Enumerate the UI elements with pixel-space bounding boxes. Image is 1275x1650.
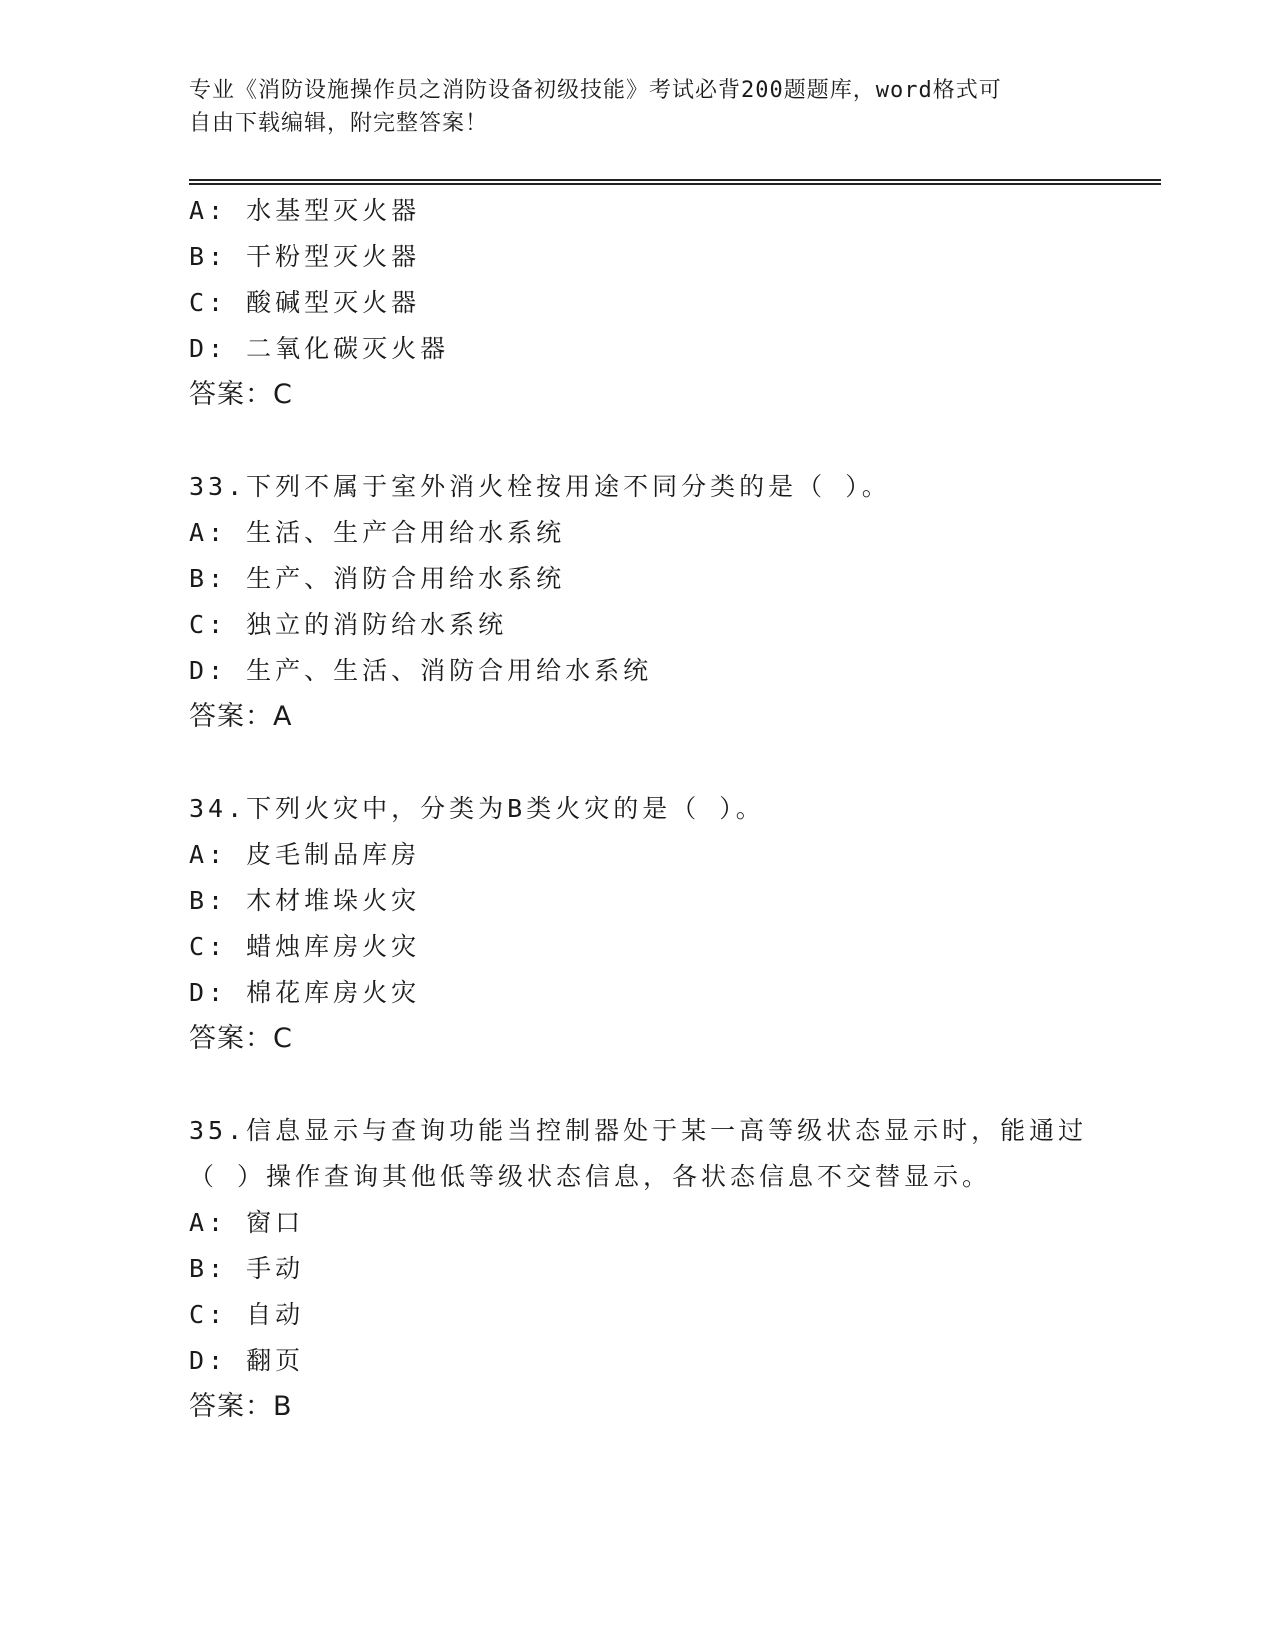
option-a: A: 皮毛制品库房 xyxy=(189,840,421,869)
option-a: A: 生活、生产合用给水系统 xyxy=(189,518,566,547)
question-list xyxy=(189,188,1089,1430)
header-line-2: 自由下载编辑，附完整答案！ xyxy=(189,111,489,136)
option-d: D: 生产、生活、消防合用给水系统 xyxy=(189,656,653,685)
question-34 xyxy=(189,786,1089,1062)
document-header xyxy=(189,74,1069,140)
question-35 xyxy=(189,1108,1089,1430)
question-stem-line-2: （ ）操作查询其他低等级状态信息，各状态信息不交替显示。 xyxy=(189,1162,992,1191)
option-c: C: 蜡烛库房火灾 xyxy=(189,932,421,961)
option-c: C: 酸碱型灭火器 xyxy=(189,288,421,317)
spacer xyxy=(189,740,1089,786)
option-d: D: 翻页 xyxy=(189,1346,305,1375)
header-divider-bottom xyxy=(189,183,1161,185)
question-32 xyxy=(189,188,1089,418)
spacer xyxy=(189,418,1089,464)
option-b: B: 木材堆垛火灾 xyxy=(189,886,421,915)
option-b: B: 干粉型灭火器 xyxy=(189,242,421,271)
spacer xyxy=(189,1062,1089,1108)
option-c: C: 自动 xyxy=(189,1300,305,1329)
question-stem-line-1: 35.信息显示与查询功能当控制器处于某一高等级状态显示时，能通过 xyxy=(189,1116,1088,1145)
option-a: A: 水基型灭火器 xyxy=(189,196,421,225)
option-c: C: 独立的消防给水系统 xyxy=(189,610,508,639)
question-stem: 34.下列火灾中，分类为B类火灾的是（ ）。 xyxy=(189,794,765,823)
option-b: B: 手动 xyxy=(189,1254,305,1283)
header-line-1: 专业《消防设施操作员之消防设备初级技能》考试必背200题题库，word格式可 xyxy=(189,78,1002,103)
answer-line: 答案：B xyxy=(189,1391,293,1422)
answer-line: 答案：C xyxy=(189,1023,293,1054)
option-d: D: 棉花库房火灾 xyxy=(189,978,421,1007)
question-33 xyxy=(189,464,1089,740)
header-divider-top xyxy=(189,179,1161,181)
answer-line: 答案：A xyxy=(189,701,293,732)
option-b: B: 生产、消防合用给水系统 xyxy=(189,564,566,593)
option-a: A: 窗口 xyxy=(189,1208,305,1237)
answer-line: 答案：C xyxy=(189,379,293,410)
question-stem: 33.下列不属于室外消火栓按用途不同分类的是（ ）。 xyxy=(189,472,891,501)
option-d: D: 二氧化碳灭火器 xyxy=(189,334,450,363)
